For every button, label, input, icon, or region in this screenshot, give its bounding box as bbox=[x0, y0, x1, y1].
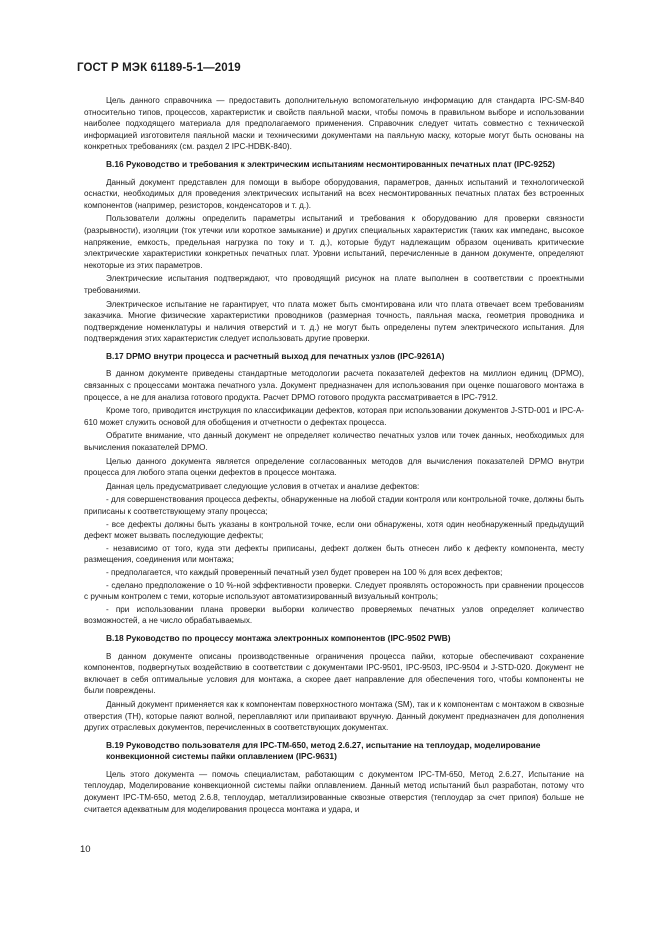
paragraph: Обратите внимание, что данный документ не определяет количество печатных узлов или точек данных, необходимых для вычисления показателей DPMO. bbox=[84, 431, 584, 453]
list-item: - предполагается, что каждый проверенный печатный узел будет проверен на 100 % для всех дефектов; bbox=[106, 567, 503, 577]
section-heading: В.18 Руководство по процессу монтажа электронных компонентов (IPC-9502 PWB) bbox=[106, 632, 451, 643]
standard-header: ГОСТ Р МЭК 61189-5-1—2019 bbox=[77, 62, 241, 74]
page-number: 10 bbox=[80, 844, 91, 855]
list-item: - для совершенствования процесса дефекты, обнаруженные на любой стадии контроля или контрольной точке, должны быть приписаны к соответствующему этапу процесса; bbox=[84, 495, 584, 516]
paragraph: Кроме того, приводится инструкция по классификации дефектов, которая при использовании документов J-STD-001 и IPC-A-610 может служить основой для обобщения и отчетности о дефектах процесса. bbox=[84, 406, 584, 427]
list-item: - все дефекты должны быть указаны в контрольной точке, если они обнаружены, хотя один необнаруженный предыдущий дефект может вызвать последующие дефекты; bbox=[84, 519, 584, 541]
section-heading: В.16 Руководство и требования к электрическим испытаниям несмонтированных печатных плат (IPC-9252) bbox=[106, 158, 555, 169]
section-heading: В.19 Руководство пользователя для IPC-TM-650, метод 2.6.27, испытание на теплоудар, моделирование конвекционной системы пайки оплавлением (IPC-9631) bbox=[106, 739, 541, 762]
paragraph: Цель данного справочника — предоставить дополнительную вспомогательную информацию для стандарта IPC-SM-840 относительно типов, процессов, характеристик и свойств паяльной маски, чтобы помочь в правильном выборе и использовании наиболее подходящего материала для предполагаемого применения. Справочник следует читать совместно с технической информацией изготовителя паяльной маски и техническими документами на паяльную маску, которые могут быть основаны на конкретных требованиях (см. раздел 2 IPC-HDBK-840). bbox=[84, 96, 584, 152]
paragraph: Данный документ представлен для помощи в выборе оборудования, параметров, данных испытаний и технологической оснастки, необходимых для проведения электрических испытаний на всех несмонтированных печатных платах без встроенных компонентов (например, резисторов, конденсаторов и т. д.). bbox=[84, 177, 584, 210]
page-body bbox=[84, 95, 584, 817]
paragraph: Электрические испытания подтверждают, что проводящий рисунок на плате выполнен в соответствии с проектными требованиями. bbox=[84, 274, 584, 295]
paragraph: Цель этого документа — помочь специалистам, работающим с документом IPC-TM-650, Метод 2.6.27, Испытание на теплоудар, Моделирование конвекционной системы пайки оплавлением. Данный метод испытаний был разработан, потому что документ IPC-TM-650, метод 2.6.8, теплоудар, металлизированные сквозные отверстия (теплоудар за счет припоя) больше не считается адекватным для моделирования процесса монтажа и удара, и bbox=[84, 769, 584, 814]
paragraph: Пользователи должны определить параметры испытаний и требования к оборудованию для проверки связности (разрывности), изоляции (ток утечки или короткое замыкание) и других специальных характеристик (таких как импеданс, высокое напряжение, емкость, предельная нагрузка по току и т. д.), которые будут надлежащим образом оценивать критические электрические характеристики конкретных печатных плат. Уровни испытаний, перечисленные в данном документе, определяют некоторые из этих параметров. bbox=[84, 214, 584, 270]
paragraph: Электрическое испытание не гарантирует, что плата может быть смонтирована или что плата отвечает всем требованиям заказчика. Многие физические характеристики проводников (размерная точность, паяльная маска, геометрия проводника и подтверждение номенклатуры и наличия отверстий и т. д.) не могут быть определены путем электрического испытания. Для подтверждения этих характеристик следует использовать другие проверки. bbox=[84, 299, 584, 344]
list-item: - при использовании плана проверки выборки количество проверяемых печатных узлов определяет количество возможностей, а не число обрабатываемых. bbox=[84, 604, 584, 626]
list-item: - независимо от того, куда эти дефекты приписаны, дефект должен быть отнесен либо к дефекту компонента, месту размещения, соединения или монтажа; bbox=[84, 543, 584, 565]
paragraph: В данном документе приведены стандартные методологии расчета показателей дефектов на миллион единиц (DPMO), связанных с процессами монтажа печатного узла. Документ предназначен для использования при оценке пошагового монтажа в процессе, а не для анализа готового продукта. Расчет DPMO готового продукта рассматривается в IPC-7912. bbox=[84, 369, 584, 402]
list-item: - сделано предположение о 10 %-ной эффективности проверки. Следует проявлять осторожность при сравнении процессов с ручным контролем с теми, которые используют автоматизированный визуальный контроль; bbox=[84, 580, 584, 602]
section-heading: В.17 DPMO внутри процесса и расчетный выход для печатных узлов (IPC-9261A) bbox=[106, 350, 445, 361]
paragraph: Данный документ применяется как к компонентам поверхностного монтажа (SM), так и к компонентам с монтажом в сквозные отверстия (TH), которые паяют волной, переплавляют или припаивают вручную. Данный документ предназначен для дополнения других отраслевых документов, перечисленных в соответствующих документах. bbox=[84, 699, 584, 733]
paragraph: В данном документе описаны производственные ограничения процесса пайки, которые обеспечивают сохранение компонентов, подвергнутых воздействию в соответствии с документами IPC-9501, IPC-9503, IPC-9504 и J-STD-020. Документ не включает в себя оптимальные условия для монтажа, а скорее дает направление для обеспечения того, чтобы компоненты не были повреждены. bbox=[84, 651, 584, 696]
paragraph: Данная цель предусматривает следующие условия в отчетах и анализе дефектов: bbox=[106, 481, 420, 491]
paragraph: Целью данного документа является определение согласованных методов для вычисления показателей DPMO внутри процесса для любого этапа оценки дефектов в процессе монтажа. bbox=[84, 456, 584, 478]
